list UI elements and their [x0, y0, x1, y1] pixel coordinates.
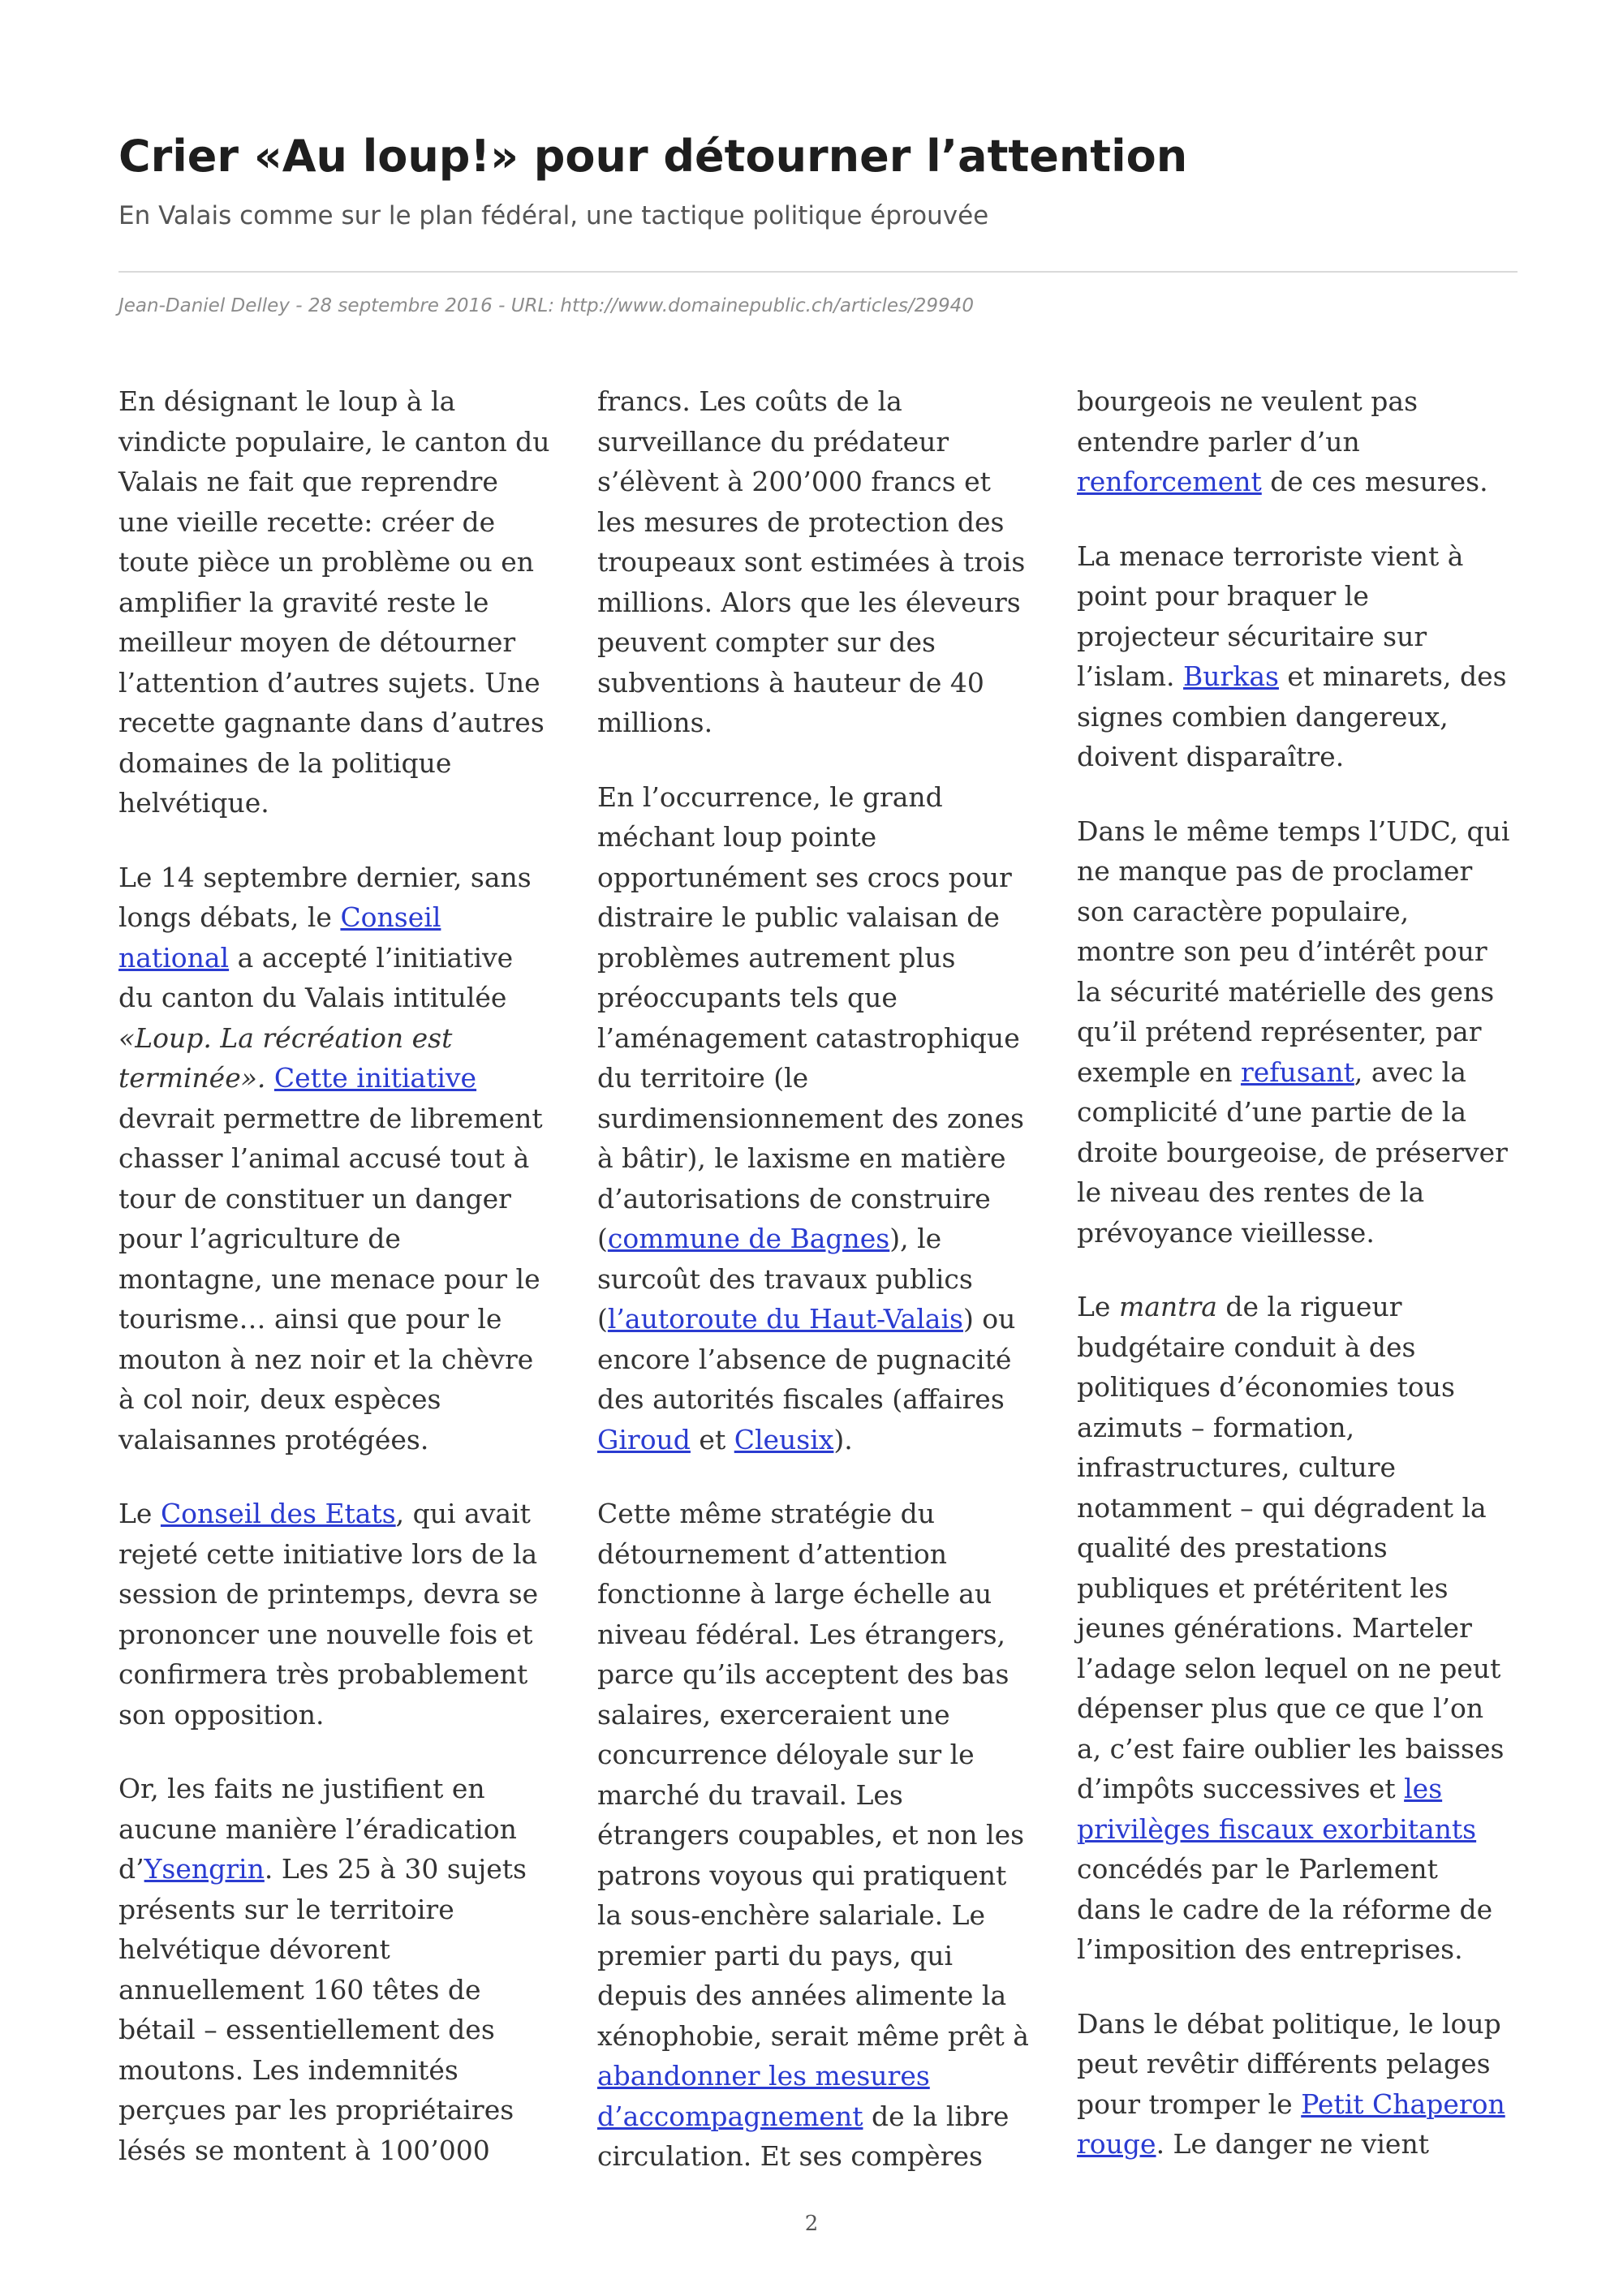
page-number: 2 — [804, 2212, 819, 2236]
paragraph: En l’occurrence, le grand méchant loup pointe opportunément ses crocs pour distraire le public valaisan de problèmes autrement plus préoccupants tels que l’aménagement catastrophique du territoire (le surdimensionnement des zones à bâtir), le laxisme en matière d’autorisations de construire (commune de Bagnes), le surcoût des travaux publics (l’autoroute du Haut-Valais) ou encore l’absence de pugnacité des autorités fiscales (affaires Giroud et Cleusix). — [597, 780, 1024, 1455]
link-giroud[interactable]: Giroud — [597, 1423, 691, 1455]
link-abandonner-mesures[interactable]: abandonner les mesures — [597, 2060, 930, 2092]
link-ysengrin[interactable]: Ysengrin — [144, 1853, 265, 1885]
link-cleusix[interactable]: Cleusix — [734, 1423, 834, 1455]
text-column-1 — [118, 381, 570, 2204]
paragraph: Le Conseil des Etats, qui avait rejeté cette initiative lors de la session de printemps, devra se prononcer une nouvelle fois et confirmera très probablement son opposition. — [118, 1498, 539, 1731]
paragraph: En désignant le loup à la vindicte populaire, le canton du Valais ne fait que reprendre une vieille recette: créer de toute pièce un problème ou en amplifier la gravité reste le meilleur moyen de détourner l’attention d’autres sujets. Une recette gagnante dans d’autres domaines de la politique helvétique. — [118, 385, 550, 819]
article-subtitle: En Valais comme sur le plan fédéral, une tactique politique éprouvée — [118, 201, 989, 230]
link-conseil-des-etats[interactable]: Conseil des Etats — [160, 1498, 396, 1529]
text-column-3 — [1077, 381, 1528, 2199]
link-autoroute-haut-valais[interactable]: l’autoroute du Haut-Valais — [607, 1303, 963, 1335]
link-petit-chaperon-rouge-cont[interactable]: rouge — [1077, 2128, 1156, 2160]
paragraph: Dans le même temps l’UDC, qui ne manque pas de proclamer son caractère populaire, montre son peu d’intérêt pour la sécurité matérielle des gens qu’il prétend représenter, par exemple en refusant, avec la complicité d’une partie de la droite bourgeoise, de préserver le niveau des rentes de la prévoyance vieillesse. — [1077, 815, 1510, 1249]
link-abandonner-mesures-cont[interactable]: d’accompagnement — [597, 2100, 863, 2132]
paragraph: Le mantra de la rigueur budgétaire conduit à des politiques d’économies tous azimuts – formation, infrastructures, culture notamment – qui dégradent la qualité des prestations publiques et prétéritent les jeunes générations. Marteler l’adage selon lequel on ne peut dépenser plus que ce que l’on a, c’est faire oublier les baisses d’impôts successives et les privilèges fiscaux exorbitants concédés par le Parlement dans le cadre de la réforme de l’imposition des entreprises. — [1077, 1291, 1505, 1965]
link-conseil-national[interactable]: Conseil — [340, 901, 441, 933]
link-conseil-national-cont[interactable]: national — [118, 941, 230, 974]
article-meta: Jean-Daniel Delley - 28 septembre 2016 - URL: http://www.domainepublic.ch/articles/29940 — [118, 295, 974, 316]
link-burkas[interactable]: Burkas — [1183, 660, 1279, 692]
link-refusant[interactable]: refusant — [1240, 1056, 1354, 1088]
link-privileges-fiscaux-cont[interactable]: privilèges fiscaux exorbitants — [1077, 1812, 1477, 1845]
paragraph: Cette même stratégie du détournement d’attention fonctionne à large échelle au niveau fédéral. Les étrangers, parce qu’ils acceptent des bas salaires, exerceraient une concurrence déloyale sur le marché du travail. Les étrangers coupables, et non les patrons voyous qui pratiquent la sous-enchère salariale. Le premier parti du pays, qui depuis des années alimente la xénophobie, serait même prêt à abandonner les mesures d’accompagnement de la libre circulation. Et ses compères — [597, 1498, 1029, 2172]
paragraph: bourgeois ne veulent pas entendre parler d’un renforcement de ces mesures. — [1077, 385, 1488, 497]
link-renforcement[interactable]: renforcement — [1077, 466, 1262, 497]
link-cette-initiative[interactable]: Cette initiative — [273, 1062, 477, 1094]
paragraph: Le 14 septembre dernier, sans longs débats, le Conseil national a accepté l’initiative du canton du Valais intitulée «Loup. La récréation est terminée». Cette initiative devrait permettre de librement chasser l’animal accusé tout à tour de constituer un danger pour l’agriculture de montagne, une menace pour le tourisme… ainsi que pour le mouton à nez noir et la chèvre à col noir, deux espèces valaisannes protégées. — [118, 861, 543, 1455]
paragraph: Or, les faits ne justifient en aucune manière l’éradication d’Ysengrin. Les 25 à 30 sujets présents sur le territoire helvétique dévorent annuellement 160 têtes de bétail – essentiellement des moutons. Les indemnités perçues par les propriétaires lésés se montent à 100’000 — [118, 1773, 527, 2166]
link-petit-chaperon-rouge[interactable]: Petit Chaperon — [1301, 2087, 1505, 2120]
paragraph: La menace terroriste vient à point pour braquer le projecteur sécuritaire sur l’islam. Burkas et minarets, des signes combien dangereux, doivent disparaître. — [1077, 540, 1507, 772]
link-commune-de-bagnes[interactable]: commune de Bagnes — [607, 1223, 890, 1254]
paragraph: francs. Les coûts de la surveillance du prédateur s’élèvent à 200’000 francs et les mesures de protection des troupeaux sont estimées à trois millions. Alors que les éleveurs peuvent compter sur des subventions à hauteur de 40 millions. — [597, 385, 1026, 738]
article-title: Crier «Au loup!» pour détourner l’attention — [118, 131, 1188, 182]
text-column-2 — [597, 381, 1048, 2211]
header-divider — [118, 271, 1518, 273]
link-privileges-fiscaux[interactable]: les — [1404, 1773, 1443, 1804]
paragraph: Dans le débat politique, le loup peut revêtir différents pelages pour tromper le Petit Chaperon rouge. Le danger ne vient — [1077, 2007, 1505, 2160]
